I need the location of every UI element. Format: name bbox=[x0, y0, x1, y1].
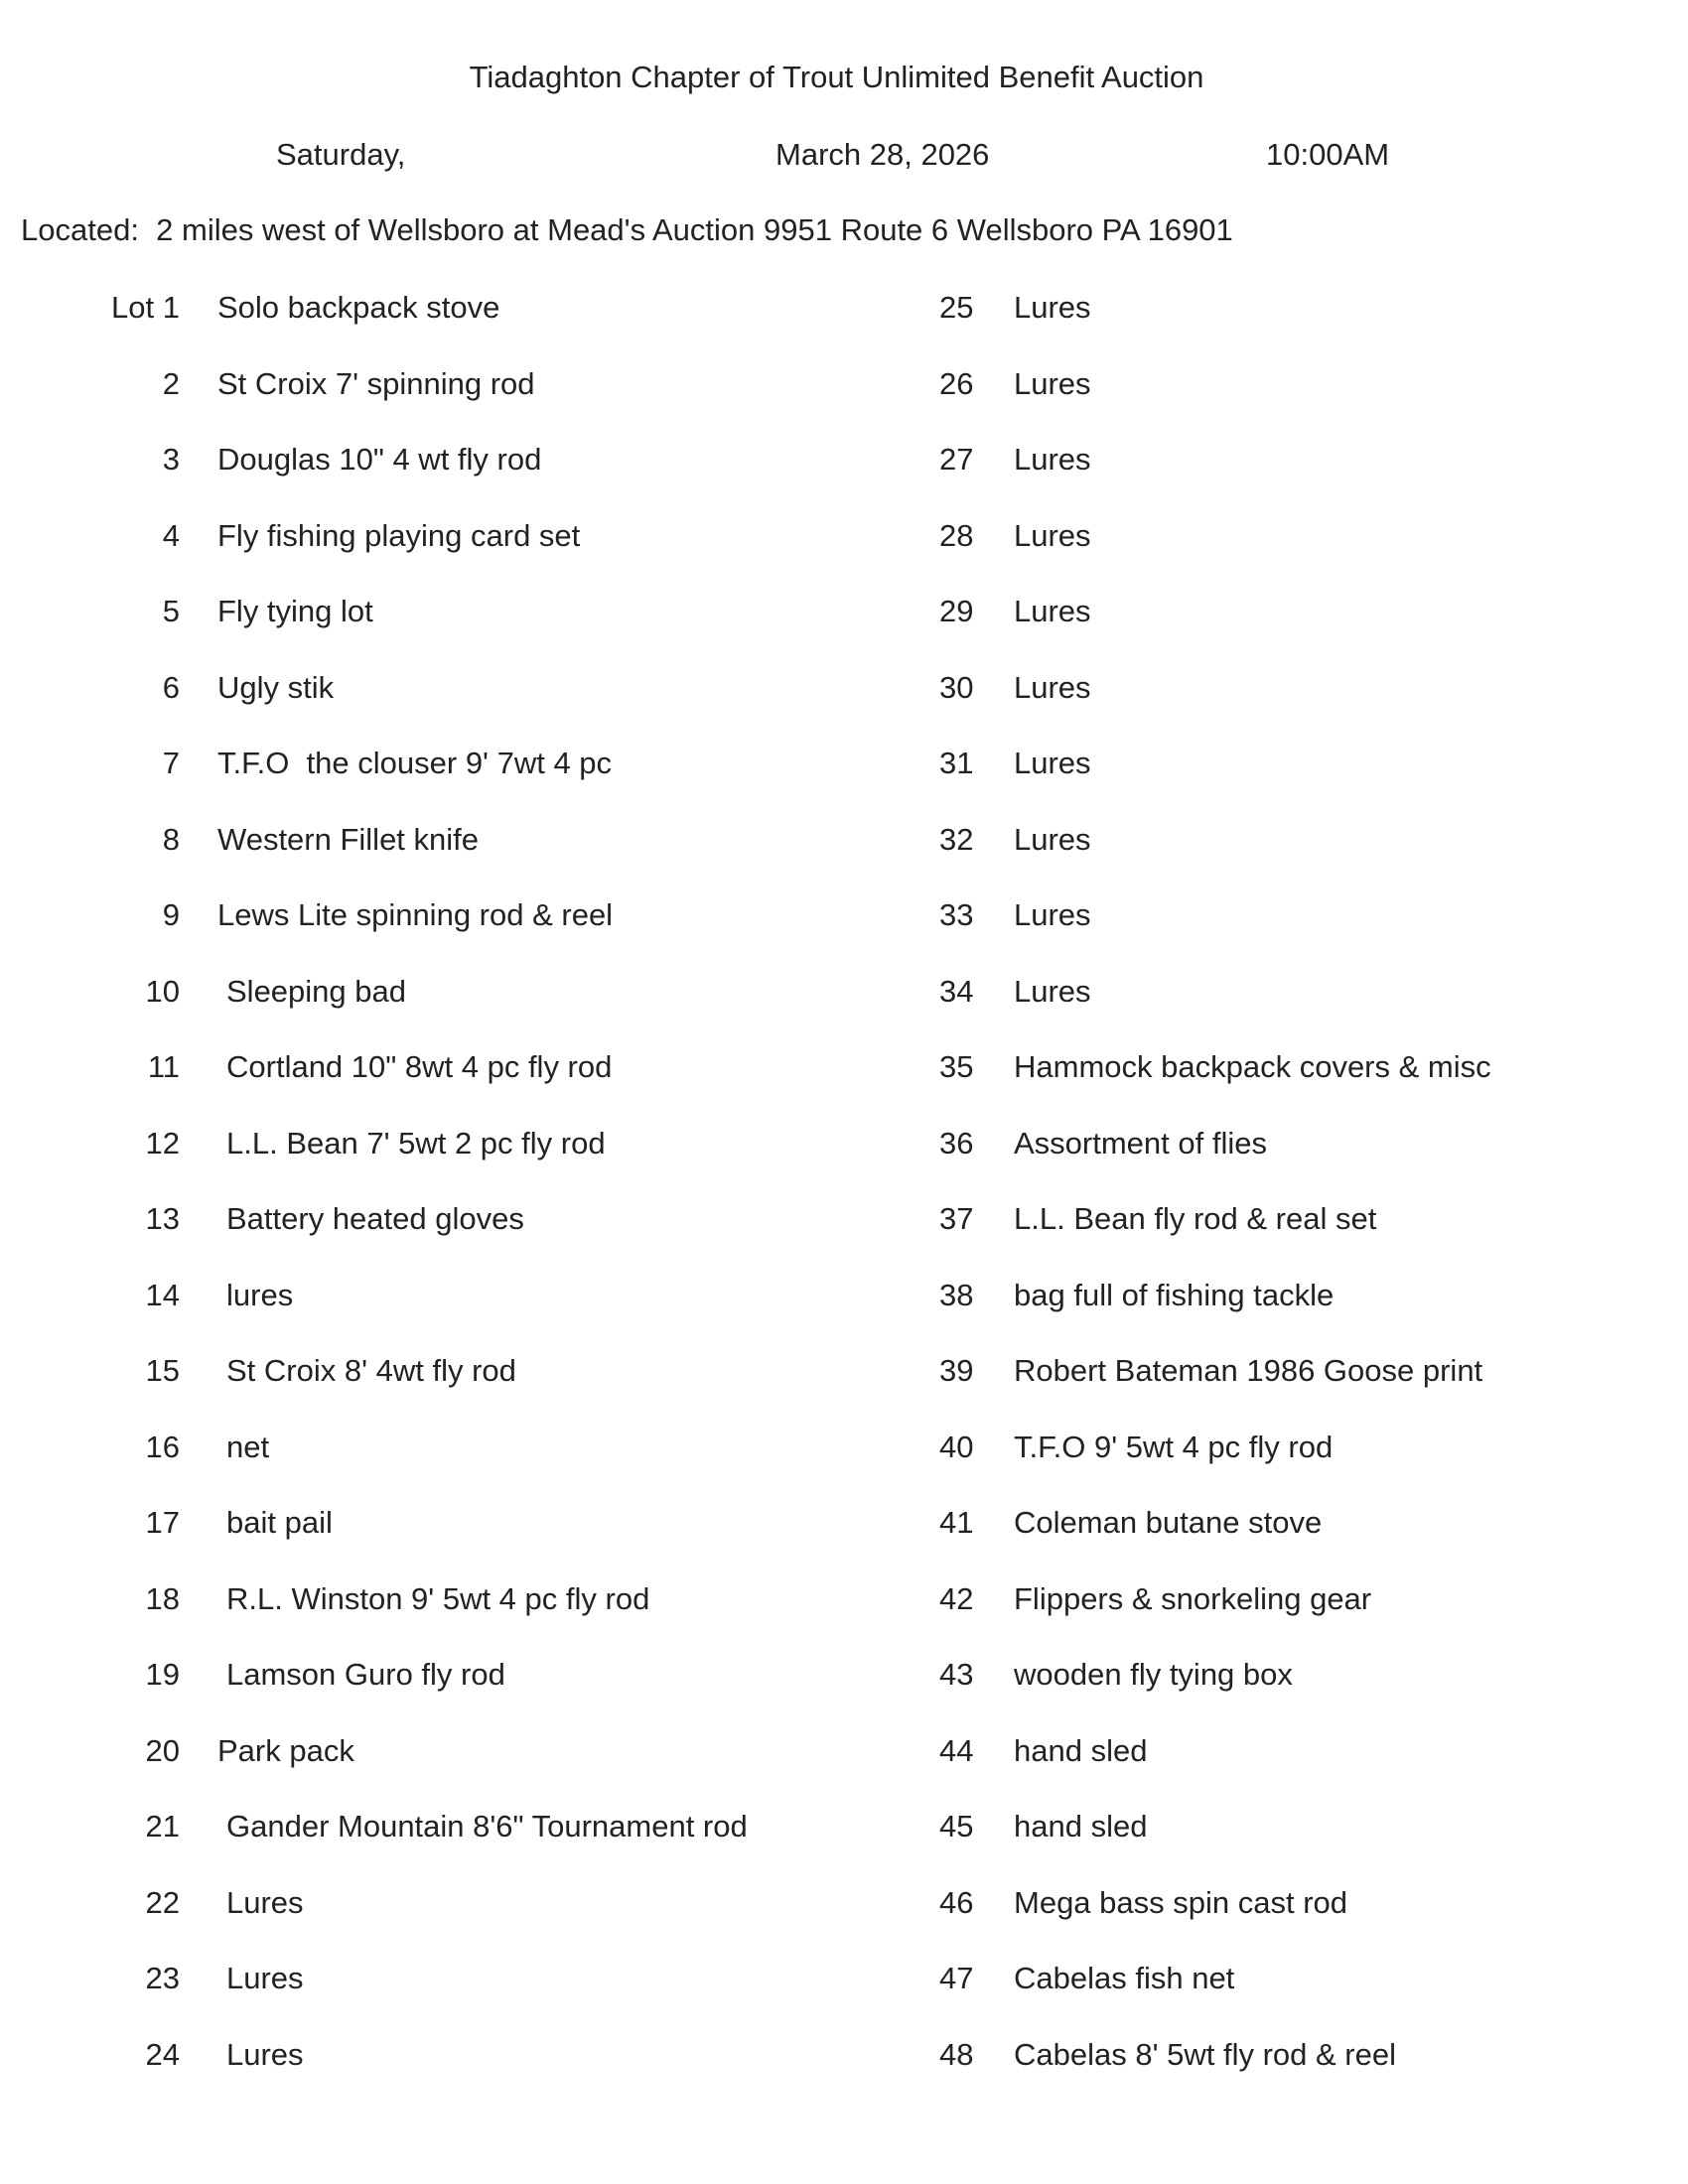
lot-number: 23 bbox=[145, 1961, 180, 1995]
lot-number: 30 bbox=[939, 669, 974, 705]
lot-row bbox=[0, 442, 1688, 518]
lot-number: 8 bbox=[162, 821, 180, 857]
lot-description: Lures bbox=[1014, 821, 1091, 857]
lot-description: Lures bbox=[1014, 517, 1091, 553]
lot-number: 7 bbox=[162, 746, 180, 780]
lot-description: Western Fillet knife bbox=[217, 821, 480, 857]
lot-row bbox=[0, 1581, 1688, 1658]
lot-number: 43 bbox=[939, 1657, 974, 1692]
lot-number: 15 bbox=[145, 1353, 180, 1388]
lot-number: 19 bbox=[145, 1657, 180, 1692]
lot-number: 46 bbox=[939, 1884, 974, 1920]
lot-description: Lures bbox=[226, 1961, 304, 1995]
lot-number: 36 bbox=[939, 1125, 974, 1160]
lot-row bbox=[0, 1278, 1688, 1354]
lot-number: 27 bbox=[939, 442, 974, 477]
lot-description: Lures bbox=[226, 2036, 304, 2072]
lot-row bbox=[0, 822, 1688, 898]
lot-description: Lews Lite spinning rod & reel bbox=[217, 897, 614, 932]
lot-number: 24 bbox=[145, 2036, 180, 2072]
lot-description: Ugly stik bbox=[217, 669, 335, 705]
lot-number: 4 bbox=[162, 517, 180, 553]
lot-number: 34 bbox=[939, 973, 974, 1009]
lot-number: 18 bbox=[145, 1580, 180, 1616]
lot-number: 35 bbox=[939, 1049, 974, 1084]
lot-description: Lures bbox=[1014, 897, 1091, 932]
lot-description: wooden fly tying box bbox=[1014, 1657, 1293, 1692]
lot-row bbox=[0, 746, 1688, 822]
lot-description: Cabelas fish net bbox=[1014, 1961, 1235, 1995]
auction-location: Located: 2 miles west of Wellsboro at Mead's Auction 9951 Route 6 Wellsboro PA 16901 bbox=[21, 212, 1233, 247]
lot-number: 47 bbox=[939, 1961, 974, 1995]
lot-row bbox=[0, 1505, 1688, 1581]
lot-description: Lures bbox=[1014, 442, 1091, 477]
lot-description: L.L. Bean 7' 5wt 2 pc fly rod bbox=[226, 1125, 606, 1160]
lot-description: Gander Mountain 8'6" Tournament rod bbox=[226, 1809, 748, 1843]
lot-row bbox=[0, 1961, 1688, 2037]
lot-row bbox=[0, 1126, 1688, 1202]
lot-description: Park pack bbox=[217, 1732, 354, 1768]
lot-description: Lures bbox=[1014, 669, 1091, 705]
lot-number: 3 bbox=[162, 442, 180, 477]
lot-description: Douglas 10" 4 wt fly rod bbox=[217, 442, 542, 477]
lot-number: 38 bbox=[939, 1277, 974, 1312]
lot-row bbox=[0, 2037, 1688, 2114]
lot-number: 45 bbox=[939, 1809, 974, 1843]
lot-number: 10 bbox=[145, 973, 180, 1009]
lot-description: Lamson Guro fly rod bbox=[226, 1657, 505, 1692]
lot-description: Flippers & snorkeling gear bbox=[1014, 1580, 1372, 1616]
lot-number: 32 bbox=[939, 821, 974, 857]
lot-number: 39 bbox=[939, 1353, 974, 1388]
lot-row bbox=[0, 1353, 1688, 1430]
lot-number: 48 bbox=[939, 2036, 974, 2072]
lot-row bbox=[0, 897, 1688, 974]
lot-row bbox=[0, 594, 1688, 670]
lot-description: lures bbox=[226, 1277, 294, 1312]
lot-description: Assortment of flies bbox=[1014, 1125, 1267, 1160]
lot-description: bag full of fishing tackle bbox=[1014, 1277, 1335, 1312]
lot-description: hand sled bbox=[1014, 1809, 1148, 1843]
lot-number: 33 bbox=[939, 897, 974, 932]
lot-description: bait pail bbox=[226, 1505, 333, 1540]
lot-description: Lures bbox=[1014, 973, 1091, 1009]
lot-description: Fly fishing playing card set bbox=[217, 517, 581, 553]
lot-number: 29 bbox=[939, 594, 974, 628]
lot-row bbox=[0, 974, 1688, 1050]
lot-number: 44 bbox=[939, 1732, 974, 1768]
lot-description: Fly tying lot bbox=[217, 594, 373, 628]
lot-description: Robert Bateman 1986 Goose print bbox=[1014, 1353, 1483, 1388]
lot-description: Battery heated gloves bbox=[226, 1201, 524, 1236]
lot-description: Sleeping bad bbox=[226, 973, 406, 1009]
lot-row bbox=[0, 1885, 1688, 1962]
lot-number: 6 bbox=[162, 669, 180, 705]
lot-number: 42 bbox=[939, 1580, 974, 1616]
lot-description: Cabelas 8' 5wt fly rod & reel bbox=[1014, 2036, 1396, 2072]
lot-description: St Croix 8' 4wt fly rod bbox=[226, 1353, 516, 1388]
lot-row bbox=[0, 290, 1688, 366]
lot-number: 9 bbox=[162, 897, 180, 932]
lot-description: Cortland 10" 8wt 4 pc fly rod bbox=[226, 1049, 613, 1084]
auction-date: March 28, 2026 bbox=[775, 137, 990, 172]
lot-row bbox=[0, 1733, 1688, 1810]
lot-number: 17 bbox=[145, 1505, 180, 1540]
lot-row bbox=[0, 670, 1688, 747]
lot-row bbox=[0, 1049, 1688, 1126]
lot-number: 22 bbox=[145, 1884, 180, 1920]
lot-number: 37 bbox=[939, 1201, 974, 1236]
lot-description: Mega bass spin cast rod bbox=[1014, 1884, 1348, 1920]
lot-number: 26 bbox=[939, 365, 974, 401]
lot-description: Lures bbox=[1014, 594, 1091, 628]
lot-description: St Croix 7' spinning rod bbox=[217, 365, 535, 401]
lot-number: 14 bbox=[145, 1277, 180, 1312]
lot-number: 5 bbox=[162, 594, 180, 628]
lot-description: Lures bbox=[1014, 290, 1091, 325]
lot-description: Coleman butane stove bbox=[1014, 1505, 1323, 1540]
lot-description: T.F.O 9' 5wt 4 pc fly rod bbox=[1014, 1429, 1334, 1464]
lot-description: net bbox=[226, 1429, 270, 1464]
lot-number: 28 bbox=[939, 517, 974, 553]
lot-description: Lures bbox=[1014, 746, 1091, 780]
auction-time: 10:00AM bbox=[1266, 137, 1390, 172]
lot-row bbox=[0, 1430, 1688, 1506]
lot-number: 12 bbox=[145, 1125, 180, 1160]
lot-number: 11 bbox=[147, 1049, 180, 1084]
lot-number: 40 bbox=[939, 1429, 974, 1464]
lot-description: Lures bbox=[1014, 365, 1091, 401]
auction-day: Saturday, bbox=[276, 137, 406, 172]
lot-row bbox=[0, 1657, 1688, 1733]
lot-description: Lures bbox=[226, 1884, 304, 1920]
lot-number: 13 bbox=[145, 1201, 180, 1236]
lot-description: L.L. Bean fly rod & real set bbox=[1014, 1201, 1377, 1236]
lot-description: Solo backpack stove bbox=[217, 290, 500, 325]
lot-row bbox=[0, 518, 1688, 595]
lot-row bbox=[0, 366, 1688, 443]
page-title: Tiadaghton Chapter of Trout Unlimited Benefit Auction bbox=[469, 60, 1204, 94]
lot-description: R.L. Winston 9' 5wt 4 pc fly rod bbox=[226, 1580, 650, 1616]
lot-row bbox=[0, 1201, 1688, 1278]
lot-number: 21 bbox=[145, 1809, 180, 1843]
lot-number: 2 bbox=[162, 365, 180, 401]
lot-number: Lot 1 bbox=[111, 290, 180, 325]
lot-description: hand sled bbox=[1014, 1732, 1148, 1768]
lot-description: T.F.O the clouser 9' 7wt 4 pc bbox=[217, 746, 613, 780]
lot-column-right bbox=[0, 290, 1688, 2113]
lot-number: 16 bbox=[145, 1429, 180, 1464]
lot-number: 31 bbox=[939, 746, 974, 780]
lot-row bbox=[0, 1809, 1688, 1885]
lot-number: 20 bbox=[145, 1732, 180, 1768]
lot-number: 25 bbox=[939, 290, 974, 325]
lot-description: Hammock backpack covers & misc bbox=[1014, 1049, 1491, 1084]
lot-number: 41 bbox=[939, 1505, 974, 1540]
